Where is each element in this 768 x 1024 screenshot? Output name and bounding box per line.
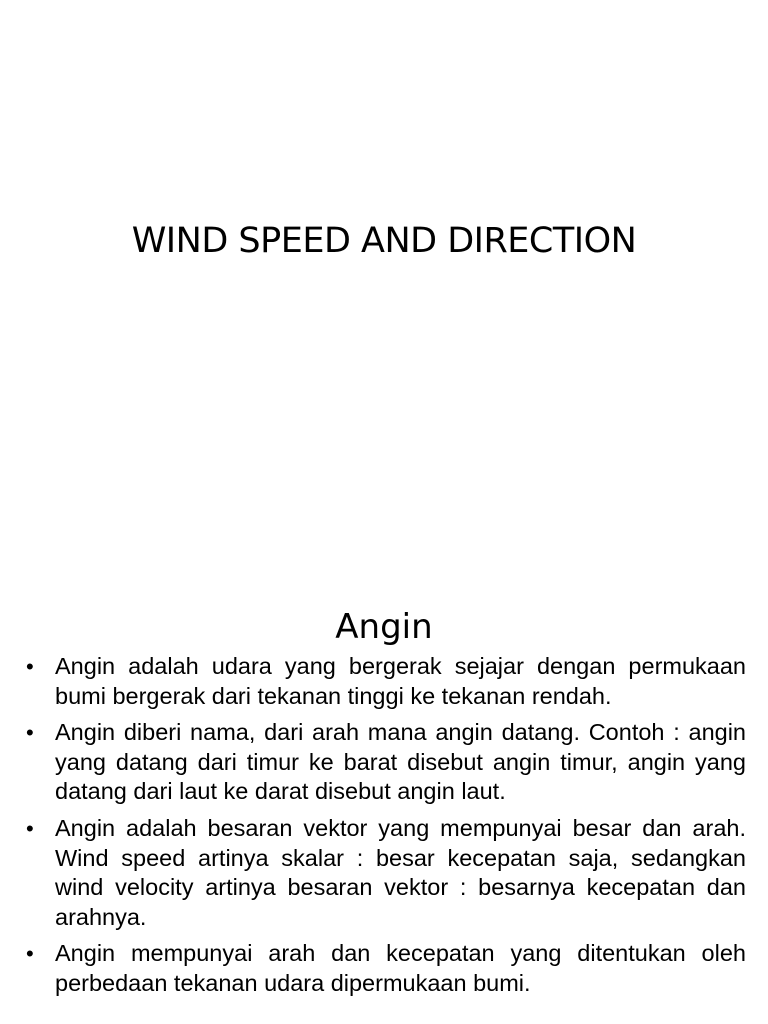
bullet-item xyxy=(0,652,768,711)
slide-title: WIND SPEED AND DIRECTION xyxy=(131,221,637,261)
bullet-dot-icon: • xyxy=(26,815,34,841)
bullet-dot-icon: • xyxy=(26,720,34,746)
bullet-dot-icon: • xyxy=(26,654,34,679)
bullet-text: Angin adalah besaran vektor yang mempunyai besar dan arah. Wind speed artinya skalar : besar kecepatan saja, sedangkan wind velocity artinya besaran vektor : besarnya kecepatan dan arahnya. xyxy=(55,814,746,930)
bullet-item xyxy=(0,814,768,932)
bullet-text: Angin mempunyai arah dan kecepatan yang ditentukan oleh perbedaan tekanan udara dipermukaan bumi. xyxy=(55,940,746,996)
bullet-item xyxy=(0,939,768,998)
section-heading: Angin xyxy=(335,607,433,647)
bullet-text: Angin adalah udara yang bergerak sejajar dengan permukaan bumi bergerak dari tekanan tinggi ke tekanan rendah. xyxy=(55,653,746,709)
bullet-list xyxy=(0,652,768,1006)
bullet-item xyxy=(0,718,768,807)
bullet-dot-icon: • xyxy=(26,941,34,967)
bullet-text: Angin diberi nama, dari arah mana angin datang. Contoh : angin yang datang dari timur ke barat disebut angin timur, angin yang datang dari laut ke darat disebut angin laut. xyxy=(55,719,746,805)
